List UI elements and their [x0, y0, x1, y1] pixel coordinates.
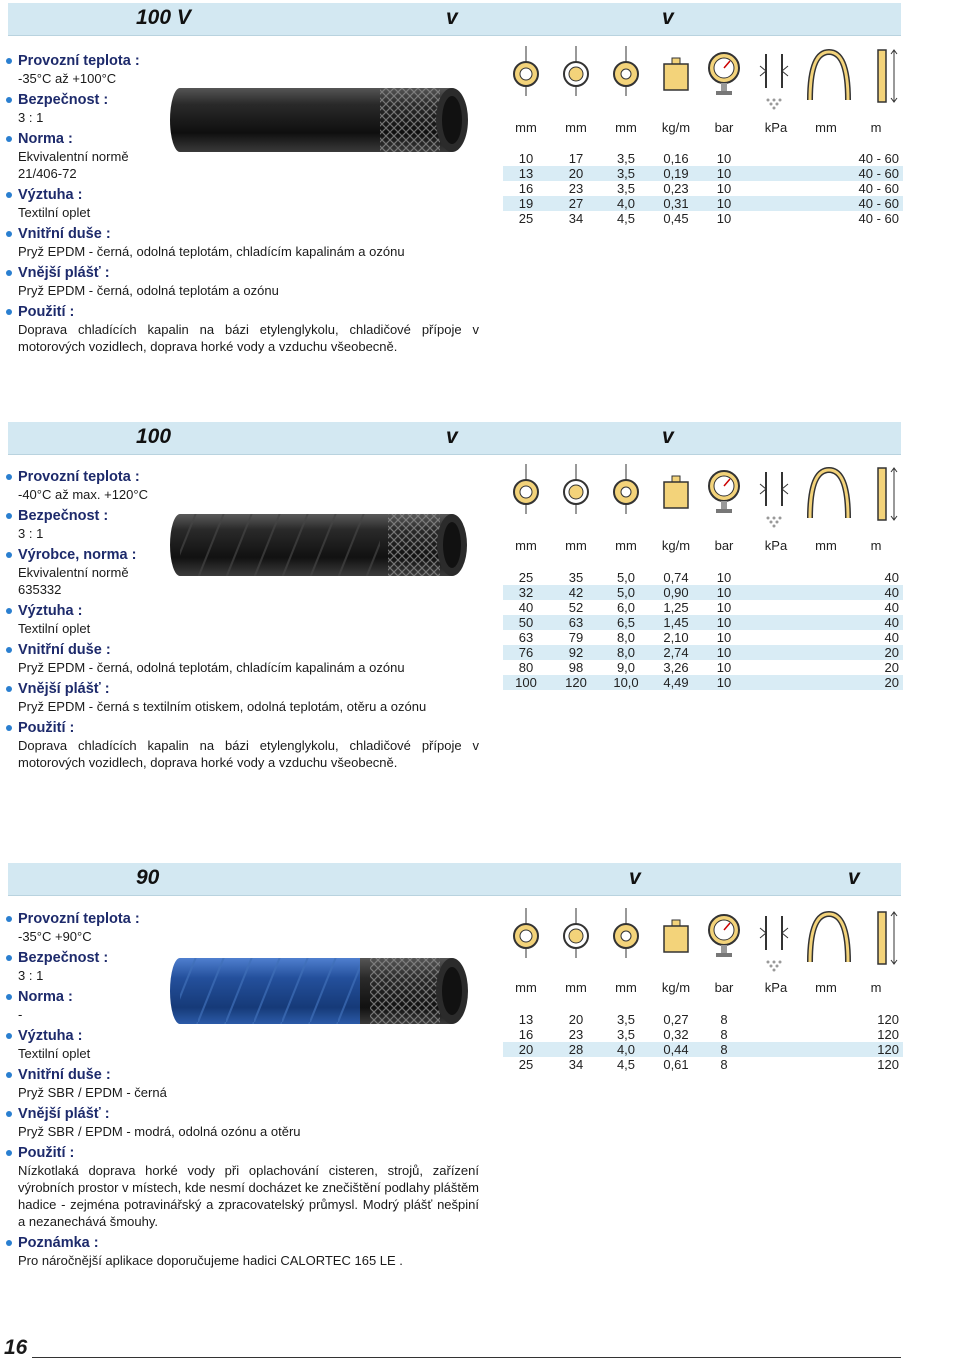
- length-icon: [864, 462, 904, 532]
- cell-weight: 0,45: [663, 211, 689, 226]
- inner-diameter-icon: [506, 462, 546, 532]
- cell-weight: 0,16: [663, 151, 689, 166]
- weight-icon: [656, 44, 696, 114]
- cell-od: 79: [568, 630, 584, 645]
- cell-id: 40: [518, 600, 534, 615]
- cell-weight: 2,74: [663, 645, 689, 660]
- spec-label: Vnitřní duše :: [4, 225, 479, 243]
- wall-thickness-icon: [606, 44, 646, 114]
- spec-value: Ekvivalentní normě 635332: [18, 565, 129, 597]
- cell-id: 13: [518, 1012, 534, 1027]
- length-icon: [864, 44, 904, 114]
- cell-wall: 5,0: [616, 570, 636, 585]
- pressure-gauge-icon: [704, 906, 744, 976]
- table-row: [503, 1057, 903, 1072]
- table-row: [503, 1042, 903, 1057]
- unit-label: mm: [515, 980, 537, 995]
- bend-radius-icon: [804, 906, 854, 976]
- spec-value: 3 : 1: [18, 110, 44, 125]
- cell-wall: 3,5: [616, 181, 636, 196]
- cell-pressure: 10: [716, 570, 732, 585]
- weight-icon: [656, 462, 696, 532]
- spec-value: Ekvivalentní normě 21/406-72: [18, 149, 129, 181]
- spec-label: Výztuha :: [4, 186, 479, 204]
- spec-table: [503, 151, 903, 226]
- spec-value: Textilní oplet: [18, 205, 91, 220]
- spec-value: Pryž EPDM - černá, odolná teplotám, chladícím kapalinám a ozónu: [18, 660, 405, 675]
- cell-pressure: 10: [716, 630, 732, 645]
- unit-label: m: [870, 120, 882, 135]
- cell-wall: 3,5: [616, 1027, 636, 1042]
- cell-weight: 4,49: [663, 675, 689, 690]
- table-row: [503, 615, 903, 630]
- cell-weight: 2,10: [663, 630, 689, 645]
- product-section-3: [0, 860, 960, 1300]
- cell-length: 40: [884, 585, 899, 600]
- table-row: [503, 600, 903, 615]
- cell-id: 25: [518, 570, 534, 585]
- table-row: [503, 166, 903, 181]
- unit-label: mm: [615, 120, 637, 135]
- cell-pressure: 10: [716, 151, 732, 166]
- bend-radius-icon: [804, 462, 854, 532]
- vacuum-icon: [754, 906, 794, 976]
- unit-label: m: [870, 980, 882, 995]
- unit-label: bar: [714, 538, 734, 553]
- spec-value: Textilní oplet: [18, 621, 91, 636]
- spec-label: Výrobce, norma :: [4, 546, 479, 564]
- cell-wall: 4,0: [616, 196, 636, 211]
- spec-value: Pryž SBR / EPDM - černá: [18, 1085, 167, 1100]
- spec-value: 3 : 1: [18, 968, 44, 983]
- table-row: [503, 660, 903, 675]
- product-section-2: [0, 420, 960, 830]
- unit-label: kg/m: [661, 538, 691, 553]
- cell-pressure: 10: [716, 660, 732, 675]
- cell-length: 40: [884, 600, 899, 615]
- cell-weight: 0,61: [663, 1057, 689, 1072]
- cell-od: 20: [568, 1012, 584, 1027]
- cell-weight: 0,23: [663, 181, 689, 196]
- cell-od: 23: [568, 181, 584, 196]
- spec-label: Vnější plášť :: [4, 680, 479, 698]
- spec-value: -40°C až max. +120°C: [18, 487, 148, 502]
- table-row: [503, 151, 903, 166]
- table-row: [503, 570, 903, 585]
- cell-length: 20: [884, 645, 899, 660]
- cell-weight: 0,31: [663, 196, 689, 211]
- spec-label: Provozní teplota :: [4, 910, 479, 928]
- spec-label: Norma :: [4, 130, 479, 148]
- cell-id: 32: [518, 585, 534, 600]
- table-row: [503, 181, 903, 196]
- product-title-v1: v: [446, 425, 458, 448]
- cell-od: 52: [568, 600, 584, 615]
- cell-id: 100: [515, 675, 537, 690]
- cell-length: 120: [877, 1057, 899, 1072]
- spec-label: Vnitřní duše :: [4, 641, 479, 659]
- cell-id: 16: [518, 181, 534, 196]
- spec-icons: [503, 462, 903, 532]
- product-title: 100: [136, 425, 172, 448]
- cell-od: 17: [568, 151, 584, 166]
- unit-label: bar: [714, 120, 734, 135]
- table-row: [503, 675, 903, 690]
- cell-pressure: 8: [720, 1012, 728, 1027]
- cell-od: 34: [568, 1057, 584, 1072]
- cell-weight: 0,32: [663, 1027, 689, 1042]
- unit-label: mm: [815, 538, 837, 553]
- length-icon: [864, 906, 904, 976]
- cell-id: 50: [518, 615, 534, 630]
- units-row: [503, 120, 903, 138]
- spec-label: Bezpečnost :: [4, 91, 479, 109]
- cell-wall: 3,5: [616, 1012, 636, 1027]
- spec-value: Pro náročnější aplikace doporučujeme hadici CALORTEC 165 LE .: [18, 1253, 403, 1268]
- spec-value: Pryž EPDM - černá, odolná teplotám a ozónu: [18, 283, 279, 298]
- cell-wall: 3,5: [616, 166, 636, 181]
- cell-weight: 3,26: [663, 660, 689, 675]
- cell-wall: 4,5: [616, 1057, 636, 1072]
- inner-diameter-icon: [506, 44, 546, 114]
- cell-pressure: 10: [716, 600, 732, 615]
- spec-label: Provozní teplota :: [4, 468, 479, 486]
- outer-diameter-icon: [556, 462, 596, 532]
- spec-label: Použití :: [4, 719, 479, 737]
- vacuum-icon: [754, 462, 794, 532]
- cell-wall: 9,0: [616, 660, 636, 675]
- vacuum-icon: [754, 44, 794, 114]
- hose-image-black-textured: [170, 508, 476, 584]
- spec-label: Poznámka :: [4, 1234, 479, 1252]
- cell-wall: 10,0: [613, 675, 639, 690]
- spec-table: [503, 1012, 903, 1072]
- cell-id: 80: [518, 660, 534, 675]
- cell-pressure: 10: [716, 615, 732, 630]
- cell-wall: 5,0: [616, 585, 636, 600]
- cell-pressure: 10: [716, 675, 732, 690]
- spec-value: Textilní oplet: [18, 1046, 91, 1061]
- wall-thickness-icon: [606, 462, 646, 532]
- spec-label: Použití :: [4, 1144, 479, 1162]
- spec-table: [503, 570, 903, 690]
- cell-id: 25: [518, 211, 534, 226]
- spec-value: -35°C až +100°C: [18, 71, 117, 86]
- spec-value: 3 : 1: [18, 526, 44, 541]
- cell-id: 19: [518, 196, 534, 211]
- product-title-v2: v: [848, 866, 860, 889]
- cell-weight: 0,90: [663, 585, 689, 600]
- spec-value: Doprava chladících kapalin na bázi etylenglykolu, chladičové přípoje v motorových vozidlech, doprava horké vody a vzduchu všeobecně.: [18, 738, 479, 770]
- spec-value: Doprava chladících kapalin na bázi etylenglykolu, chladičové přípoje v motorových vozidlech, doprava horké vody a vzduchu všeobecně.: [18, 322, 479, 354]
- cell-length: 120: [877, 1027, 899, 1042]
- spec-icons: [503, 44, 903, 114]
- unit-label: mm: [515, 120, 537, 135]
- spec-label: Vnější plášť :: [4, 1105, 479, 1123]
- spec-label: Použití :: [4, 303, 479, 321]
- outer-diameter-icon: [556, 906, 596, 976]
- cell-length: 40 - 60: [858, 181, 899, 196]
- cell-wall: 6,5: [616, 615, 636, 630]
- table-row: [503, 211, 903, 226]
- cell-length: 40: [884, 615, 899, 630]
- cell-od: 20: [568, 166, 584, 181]
- cell-id: 63: [518, 630, 534, 645]
- inner-diameter-icon: [506, 906, 546, 976]
- unit-label: mm: [565, 980, 587, 995]
- wall-thickness-icon: [606, 906, 646, 976]
- unit-label: mm: [815, 120, 837, 135]
- cell-od: 23: [568, 1027, 584, 1042]
- cell-weight: 1,45: [663, 615, 689, 630]
- product-section-1: [0, 0, 960, 400]
- cell-wall: 6,0: [616, 600, 636, 615]
- cell-id: 13: [518, 166, 534, 181]
- product-title-v1: v: [446, 6, 458, 29]
- table-row: [503, 645, 903, 660]
- spec-label: Vnitřní duše :: [4, 1066, 479, 1084]
- cell-pressure: 8: [720, 1042, 728, 1057]
- weight-icon: [656, 906, 696, 976]
- spec-label: Norma :: [4, 988, 479, 1006]
- cell-length: 120: [877, 1042, 899, 1057]
- spec-value: Pryž SBR / EPDM - modrá, odolná ozónu a otěru: [18, 1124, 301, 1139]
- cell-pressure: 8: [720, 1057, 728, 1072]
- unit-label: kPa: [764, 980, 788, 995]
- cell-pressure: 10: [716, 211, 732, 226]
- table-row: [503, 1027, 903, 1042]
- cell-length: 40: [884, 570, 899, 585]
- cell-weight: 0,19: [663, 166, 689, 181]
- spec-label: Bezpečnost :: [4, 949, 479, 967]
- cell-od: 120: [565, 675, 587, 690]
- product-title: 90: [136, 866, 160, 889]
- spec-label: Výztuha :: [4, 602, 479, 620]
- spec-value: -: [18, 1007, 23, 1022]
- cell-id: 20: [518, 1042, 534, 1057]
- hose-image-blue: [170, 952, 476, 1032]
- cell-wall: 4,5: [616, 211, 636, 226]
- cell-length: 40 - 60: [858, 196, 899, 211]
- product-title-v2: v: [662, 6, 674, 29]
- spec-value: Pryž EPDM - černá, odolná teplotám, chladícím kapalinám a ozónu: [18, 244, 405, 259]
- cell-weight: 0,74: [663, 570, 689, 585]
- table-row: [503, 630, 903, 645]
- spec-icons: [503, 906, 903, 976]
- pressure-gauge-icon: [704, 462, 744, 532]
- product-title-v2: v: [662, 425, 674, 448]
- unit-label: mm: [815, 980, 837, 995]
- cell-pressure: 10: [716, 181, 732, 196]
- cell-od: 92: [568, 645, 584, 660]
- cell-pressure: 10: [716, 166, 732, 181]
- table-row: [503, 585, 903, 600]
- cell-pressure: 10: [716, 196, 732, 211]
- cell-id: 25: [518, 1057, 534, 1072]
- cell-od: 34: [568, 211, 584, 226]
- spec-label: Provozní teplota :: [4, 52, 479, 70]
- cell-length: 40 - 60: [858, 151, 899, 166]
- cell-weight: 1,25: [663, 600, 689, 615]
- cell-weight: 0,27: [663, 1012, 689, 1027]
- cell-od: 27: [568, 196, 584, 211]
- cell-id: 76: [518, 645, 534, 660]
- cell-pressure: 10: [716, 645, 732, 660]
- product-title: 100 V: [136, 6, 191, 29]
- spec-label: Bezpečnost :: [4, 507, 479, 525]
- cell-id: 10: [518, 151, 534, 166]
- spec-value: Nízkotlaká doprava horké vody při oplachování cisteren, strojů, zařízení výrobních prostor v místech, kde nesmí docházet ke znečištění podlahy pláštěm hadice - zejména potravinářský a zpracovatelský průmysl. Modrý plášť nešpiní a nezanechává šmouhy.: [18, 1163, 480, 1229]
- cell-length: 40 - 60: [858, 166, 899, 181]
- unit-label: mm: [615, 980, 637, 995]
- cell-wall: 3,5: [616, 151, 636, 166]
- spec-label: Vnější plášť :: [4, 264, 479, 282]
- cell-od: 63: [568, 615, 584, 630]
- cell-od: 42: [568, 585, 584, 600]
- product-title-v1: v: [629, 866, 641, 889]
- cell-pressure: 8: [720, 1027, 728, 1042]
- units-row: [503, 538, 903, 556]
- table-row: [503, 1012, 903, 1027]
- cell-length: 40: [884, 630, 899, 645]
- cell-weight: 0,44: [663, 1042, 689, 1057]
- product-banner: [8, 422, 901, 455]
- spec-value: Pryž EPDM - černá s textilním otiskem, odolná teplotám, otěru a ozónu: [18, 699, 427, 714]
- spec-label: Výztuha :: [4, 1027, 479, 1045]
- cell-length: 20: [884, 675, 899, 690]
- unit-label: mm: [565, 120, 587, 135]
- cell-od: 98: [568, 660, 584, 675]
- outer-diameter-icon: [556, 44, 596, 114]
- unit-label: kg/m: [661, 980, 691, 995]
- page-number: 16: [4, 1336, 28, 1359]
- product-banner: [8, 3, 901, 36]
- unit-label: m: [870, 538, 882, 553]
- unit-label: kPa: [764, 120, 788, 135]
- cell-wall: 8,0: [616, 630, 636, 645]
- cell-wall: 8,0: [616, 645, 636, 660]
- bend-radius-icon: [804, 44, 854, 114]
- unit-label: kPa: [764, 538, 788, 553]
- units-row: [503, 980, 903, 998]
- unit-label: mm: [515, 538, 537, 553]
- unit-label: mm: [615, 538, 637, 553]
- spec-value: -35°C +90°C: [18, 929, 92, 944]
- unit-label: mm: [565, 538, 587, 553]
- cell-length: 20: [884, 660, 899, 675]
- footer-rule: [32, 1357, 901, 1358]
- cell-pressure: 10: [716, 585, 732, 600]
- cell-id: 16: [518, 1027, 534, 1042]
- unit-label: bar: [714, 980, 734, 995]
- cell-length: 40 - 60: [858, 211, 899, 226]
- cell-od: 28: [568, 1042, 584, 1057]
- cell-wall: 4,0: [616, 1042, 636, 1057]
- hose-image-black: [170, 80, 476, 160]
- unit-label: kg/m: [661, 120, 691, 135]
- table-row: [503, 196, 903, 211]
- product-banner: [8, 863, 901, 896]
- cell-od: 35: [568, 570, 584, 585]
- pressure-gauge-icon: [704, 44, 744, 114]
- cell-length: 120: [877, 1012, 899, 1027]
